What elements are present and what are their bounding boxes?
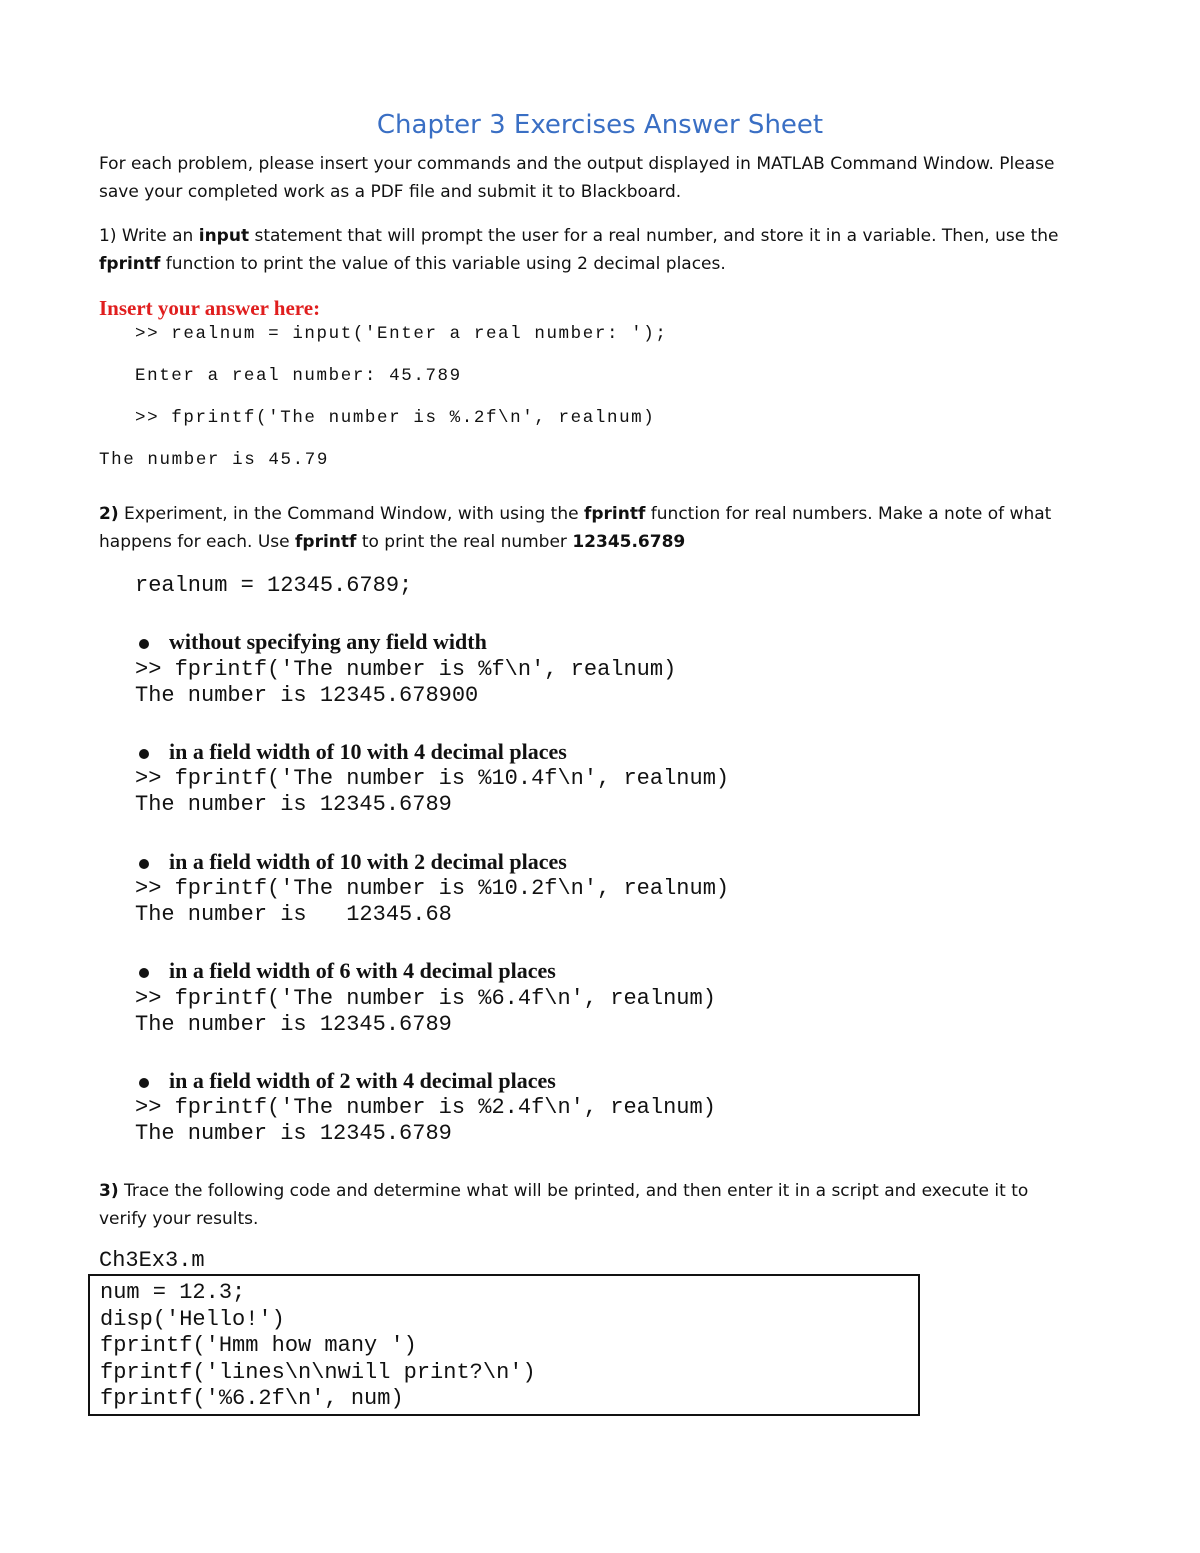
code-line: >> fprintf('The number is %10.2f\n', realnum) (135, 876, 730, 901)
q2-text: function for real numbers. Make a note of what (645, 504, 1052, 524)
bullet-icon (139, 968, 149, 978)
code-line: >> fprintf('The number is %6.4f\n', realnum) (135, 986, 716, 1011)
q2-text: Experiment, in the Command Window, with using the (118, 504, 584, 524)
code-output: Enter a real number: 45.789 (135, 366, 462, 386)
q1-text: Write an (116, 226, 199, 246)
question-2-line-1 (99, 500, 1099, 528)
list-item (135, 960, 1035, 986)
list-item (135, 1070, 1035, 1096)
code-line: num = 12.3; (100, 1280, 246, 1305)
list-item-label: in a field width of 10 with 4 decimal places (169, 739, 567, 764)
question-3-line-2: verify your results. (99, 1209, 259, 1229)
code-output: The number is 12345.6789 (135, 792, 452, 817)
keyword-fprintf: fprintf (583, 504, 646, 524)
code-line: fprintf('lines\n\nwill print?\n') (100, 1359, 536, 1385)
instructions-line-2: save your completed work as a PDF file and submit it to Blackboard. (99, 182, 682, 202)
instructions (99, 150, 1099, 206)
code-output: The number is 45.79 (99, 450, 329, 470)
target-number: 12345.6789 (572, 532, 686, 552)
code-line: disp('Hello!') (100, 1306, 285, 1332)
code-line: >> fprintf('The number is %f\n', realnum) (135, 657, 677, 682)
code-output: The number is 12345.68 (135, 902, 452, 927)
bullet-icon (139, 749, 149, 759)
code-output: The number is 12345.6789 (135, 1121, 452, 1146)
instructions-line-1: For each problem, please insert your commands and the output displayed in MATLAB Command Window. Please (99, 154, 1055, 174)
code-output: The number is 12345.678900 (135, 683, 479, 708)
question-number: 2) (99, 504, 119, 524)
code-line: realnum = 12345.6789; (135, 573, 413, 598)
code-line: >> fprintf('The number is %10.4f\n', realnum) (135, 766, 730, 791)
question-2-line-2 (99, 528, 1099, 556)
keyword-fprintf: fprintf (295, 532, 357, 552)
question-1-line-1 (99, 222, 1099, 250)
q1-text: function to print the value of this variable using 2 decimal places. (160, 254, 726, 274)
question-number: 3) (99, 1181, 119, 1201)
bullet-icon (139, 639, 149, 649)
answer-label: Insert your answer here: (99, 296, 321, 320)
list-item (135, 851, 1035, 877)
question-3 (99, 1177, 1099, 1233)
list-item-label: without specifying any field width (169, 629, 487, 654)
page-title: Chapter 3 Exercises Answer Sheet (376, 110, 824, 140)
script-filename: Ch3Ex3.m (99, 1248, 205, 1273)
code-output: The number is 12345.6789 (135, 1012, 452, 1037)
list-item (135, 631, 1035, 657)
question-3-line-1 (99, 1177, 1099, 1205)
question-1 (99, 222, 1099, 278)
keyword-fprintf: fprintf (99, 254, 161, 274)
q2-text: happens for each. Use (99, 532, 296, 552)
keyword-input: input (198, 226, 250, 246)
question-number: 1) (99, 226, 117, 246)
q1-text: statement that will prompt the user for a real number, and store it in a variable. Then, use the (249, 226, 1059, 246)
code-line: >> fprintf('The number is %2.4f\n', realnum) (135, 1095, 716, 1120)
question-1-line-2 (99, 250, 1099, 278)
code-line: >> realnum = input('Enter a real number: '); (135, 324, 668, 344)
list-item (135, 741, 1035, 767)
list-item-label: in a field width of 2 with 4 decimal places (169, 1068, 556, 1093)
q2-text: to print the real number (356, 532, 573, 552)
bullet-icon (139, 859, 149, 869)
code-line: fprintf('Hmm how many ') (100, 1333, 417, 1358)
script-code (100, 1280, 536, 1413)
list-item-label: in a field width of 10 with 2 decimal places (169, 849, 567, 874)
bullet-icon (139, 1078, 149, 1088)
code-line: fprintf('%6.2f\n', num) (100, 1386, 404, 1411)
code-line: >> fprintf('The number is %.2f\n', realnum) (135, 408, 656, 428)
q3-text: Trace the following code and determine what will be printed, and then enter it in a script and execute it to (118, 1181, 1029, 1201)
code-box (88, 1274, 920, 1416)
list-item-label: in a field width of 6 with 4 decimal places (169, 958, 556, 983)
question-2 (99, 500, 1099, 556)
